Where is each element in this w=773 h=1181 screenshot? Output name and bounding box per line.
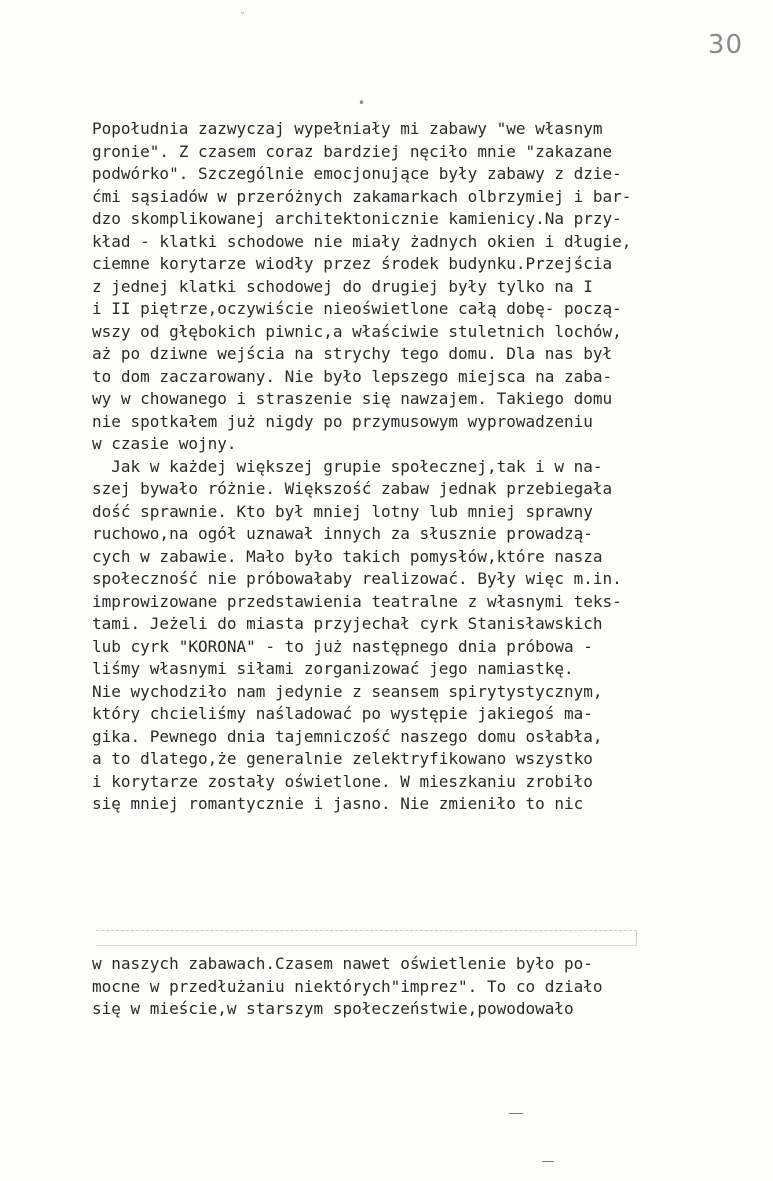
page-number: 30: [707, 30, 743, 60]
text-line: dość sprawnie. Kto był mniej lotny lub mniej sprawny: [92, 501, 593, 521]
text-line: z jednej klatki schodowej do drugiej były tylko na I: [92, 276, 593, 296]
text-line: społeczność nie próbowałaby realizować. Były więc m.in.: [92, 569, 622, 588]
text-line: Jak w każdej większej grupie społecznej,tak i w na-: [92, 456, 603, 476]
text-line: dzo skomplikowanej architektonicznie kamienicy.Na przy-: [92, 209, 622, 228]
text-line: Popołudnia zazwyczaj wypełniały mi zabawy "we własnym: [92, 119, 603, 138]
text-line: wszy od głębokich piwnic,a właściwie stuletnich lochów,: [92, 321, 622, 341]
text-line: który chcieliśmy naśladować po występie jakiegoś ma-: [92, 704, 593, 723]
text-line: w czasie wojny.: [92, 434, 237, 453]
text-line: improwizowane przedstawienia teatralne z własnymi teks-: [92, 591, 622, 611]
text-line: Nie wychodziło nam jedynie z seansem spirytystycznym,: [92, 681, 603, 701]
text-line: to dom zaczarowany. Nie było lepszego miejsca na zaba-: [92, 366, 613, 386]
paper-fold-divider: [96, 930, 637, 946]
text-line: podwórko". Szczególnie emocjonujące były zabawy z dzie-: [92, 164, 622, 183]
typed-text-block: [92, 118, 764, 816]
text-line: i II piętrze,oczywiście nieoświetlone całą dobę- począ-: [92, 299, 622, 318]
text-line: ciemne korytarze wiodły przez środek budynku.Przejścia: [92, 254, 613, 273]
text-line: a to dlatego,że generalnie zelektryfikowano wszystko: [92, 749, 593, 768]
text-line: gronie". Z czasem coraz bardziej nęciło mnie "zakazane: [92, 141, 613, 161]
scan-dot: •: [358, 96, 366, 110]
stray-dash: [542, 1161, 554, 1162]
text-line: ruchowo,na ogół uznawał innych za słusznie prowadzą-: [92, 524, 593, 543]
typed-text-block-continued: [92, 953, 764, 1021]
stray-dash: [509, 1113, 523, 1114]
text-line: cych w zabawie. Mało było takich pomysłów,które nasza: [92, 546, 603, 566]
text-line: w naszych zabawach.Czasem nawet oświetlenie było po-: [92, 954, 593, 973]
text-line: szej bywało różnie. Większość zabaw jednak przebiegała: [92, 479, 613, 498]
text-line: ćmi sąsiadów w przeróżnych zakamarkach olbrzymiej i bar-: [92, 186, 632, 206]
text-line: tami. Jeżeli do miasta przyjechał cyrk Stanisławskich: [92, 614, 603, 633]
text-line: nie spotkałem już nigdy po przymusowym wyprowadzeniu: [92, 411, 593, 431]
text-line: lub cyrk "KORONA" - to już następnego dnia próbowa -: [92, 636, 593, 656]
text-line: wy w chowanego i straszenie się nawzajem. Takiego domu: [92, 389, 613, 408]
scan-mark: ˘: [240, 12, 245, 23]
text-line: aż po dziwne wejścia na strychy tego domu. Dla nas był: [92, 344, 613, 363]
text-line: liśmy własnymi siłami zorganizować jego namiastkę.: [92, 659, 574, 678]
text-line: i korytarze zostały oświetlone. W mieszkaniu zrobiło: [92, 771, 593, 791]
text-line: gika. Pewnego dnia tajemniczość naszego domu osłabła,: [92, 726, 603, 746]
text-line: się mniej romantycznie i jasno. Nie zmieniło to nic: [92, 794, 584, 813]
text-line: się w mieście,w starszym społeczeństwie,powodowało: [92, 999, 574, 1018]
text-line: mocne w przedłużaniu niektórych"imprez". To co działo: [92, 976, 603, 996]
text-line: kład - klatki schodowe nie miały żadnych okien i długie,: [92, 231, 632, 251]
